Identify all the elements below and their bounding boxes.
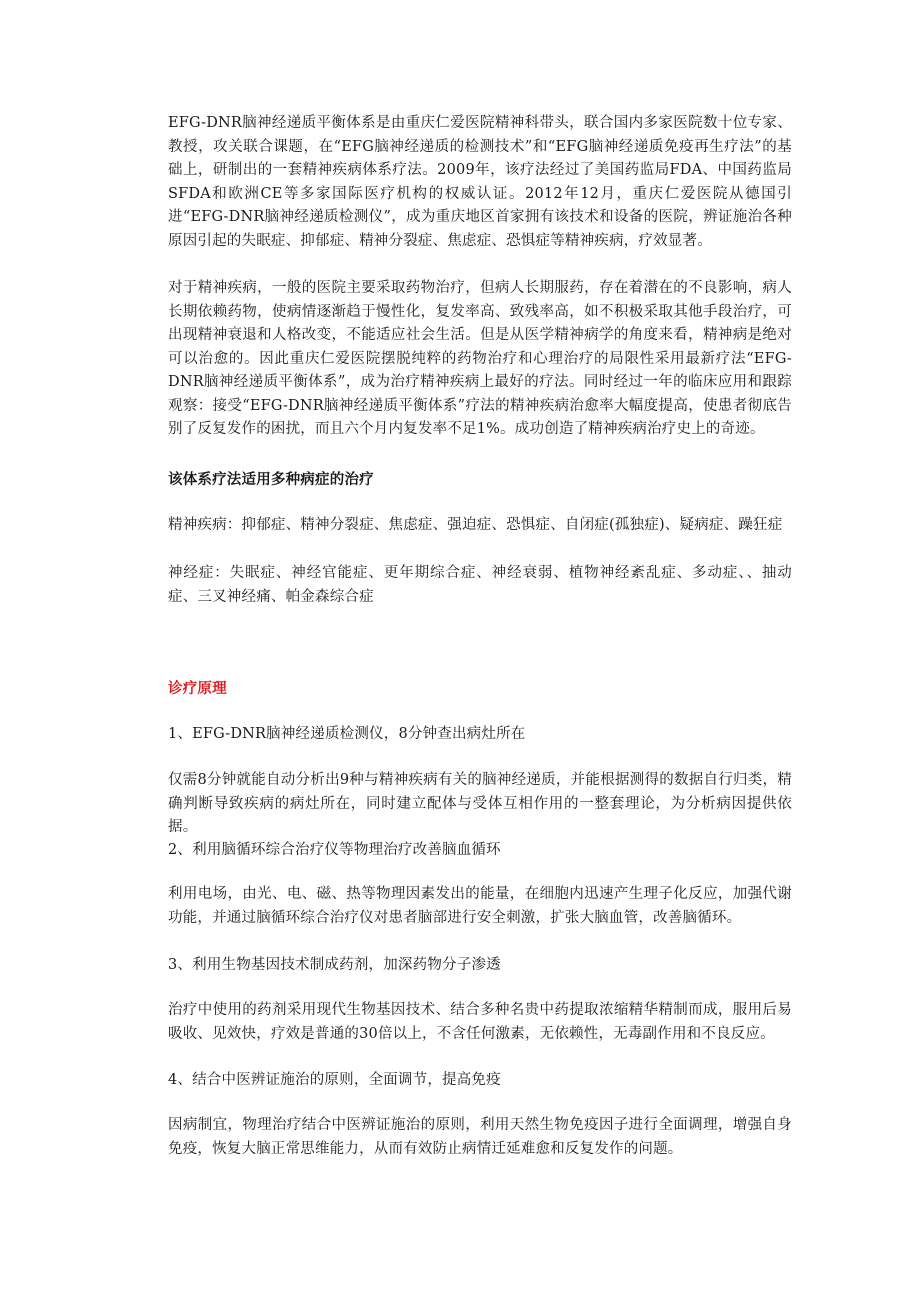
principle-item-1-body: 仅需8分钟就能自动分析出9种与精神疾病有关的脑神经递质，并能根据测得的数据自行归类，精确判断导致疾病的病灶所在，同时建立配体与受体互相作用的一整套理论，为分析病因提供依据。	[168, 772, 792, 835]
principle-item-2-body: 利用电场，由光、电、磁、热等物理因素发出的能量，在细胞内迅速产生理子化反应，加强代谢功能，并通过脑循环综合治疗仪对患者脑部进行安全刺激，扩张大脑血管，改善脑循环。	[168, 886, 792, 926]
principle-item-3-title: 3、利用生物基因技术制成药剂，加深药物分子渗透	[168, 957, 501, 973]
principle-heading: 诊疗原理	[168, 681, 227, 697]
principle-item-1-title: 1、EFG-DNR脑神经递质检测仪，8分钟查出病灶所在	[168, 726, 526, 742]
mental-disorders-list: 精神疾病：抑郁症、精神分裂症、焦虑症、强迫症、恐惧症、自闭症(孤独症)、疑病症、躁狂症	[168, 517, 783, 533]
principle-item-2-title: 2、利用脑循环综合治疗仪等物理治疗改善脑血循环	[168, 842, 501, 858]
applicable-heading: 该体系疗法适用多种病症的治疗	[168, 472, 374, 488]
neurosis-list: 神经症：失眠症、神经官能症、更年期综合症、神经衰弱、植物神经紊乱症、多动症、、抽动症、三叉神经痛、帕金森综合症	[168, 565, 792, 605]
principle-item-4-title: 4、结合中医辨证施治的原则，全面调节，提高免疫	[168, 1072, 501, 1088]
intro-paragraph-1: EFG-DNR脑神经递质平衡体系是由重庆仁爱医院精神科带头，联合国内多家医院数十位专家、教授，攻关联合课题，在“EFG脑神经递质的检测技术”和“EFG脑神经递质免疫再生疗法”的基础上，研制出的一套精神疾病体系疗法。2009年，该疗法经过了美国药监局FDA、中国药监局SFDA和欧洲CE等多家国际医疗机构的权威认证。2012年12月，重庆仁爱医院从德国引进“EFG-DNR脑神经递质检测仪”，成为重庆地区首家拥有该技术和设备的医院，辨证施治各种原因引起的失眠症、抑郁症、精神分裂症、焦虑症、恐惧症等精神疾病，疗效显著。	[168, 115, 792, 249]
principle-item-3-body: 治疗中使用的药剂采用现代生物基因技术、结合多种名贵中药提取浓缩精华精制而成，服用后易吸收、见效快，疗效是普通的30倍以上，不含任何激素，无依赖性，无毒副作用和不良反应。	[168, 1002, 792, 1042]
principle-item-4-body: 因病制宜，物理治疗结合中医辨证施治的原则，利用天然生物免疫因子进行全面调理，增强自身免疫，恢复大脑正常思维能力，从而有效防止病情迁延难愈和反复发作的问题。	[168, 1117, 792, 1157]
intro-paragraph-2: 对于精神疾病，一般的医院主要采取药物治疗，但病人长期服药，存在着潜在的不良影响，病人长期依赖药物，使病情逐渐趋于慢性化，复发率高、致残率高，如不积极采取其他手段治疗，可出现精神衰退和人格改变，不能适应社会生活。但是从医学精神病学的角度来看，精神病是绝对可以治愈的。因此重庆仁爱医院摆脱纯粹的药物治疗和心理治疗的局限性采用最新疗法“EFG-DNR脑神经递质平衡体系”，成为治疗精神疾病上最好的疗法。同时经过一年的临床应用和跟踪观察：接受“EFG-DNR脑神经递质平衡体系”疗法的精神疾病治愈率大幅度提高，使患者彻底告别了反复发作的困扰，而且六个月内复发率不足1%。成功创造了精神疾病治疗史上的奇迹。	[168, 280, 792, 437]
